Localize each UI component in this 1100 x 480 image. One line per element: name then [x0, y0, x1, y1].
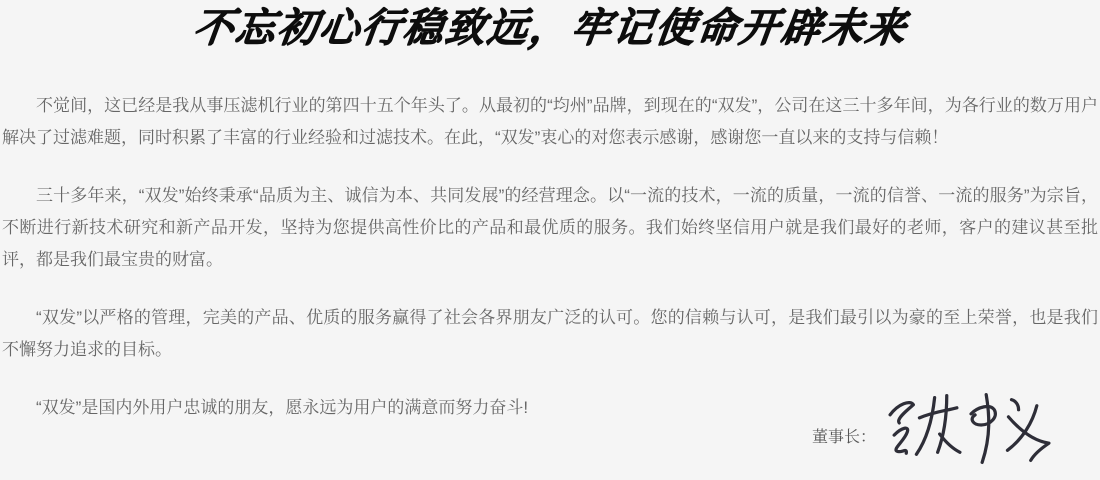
chairman-letter-page	[0, 4, 1100, 480]
chairman-signature	[882, 390, 1054, 466]
letter-paragraph: “双发”是国内外用户忠诚的朋友，愿永远为用户的满意而努力奋斗!	[36, 398, 529, 417]
signature-block	[0, 390, 1100, 466]
chairman-label: 董事长：	[811, 428, 876, 446]
letter-paragraph: “双发”以严格的管理，完美的产品、优质的服务赢得了社会各界朋友广泛的认可。您的信赖与认可，是我们最引以为豪的至上荣誉，也是我们不懈努力追求的目标。	[2, 308, 1098, 359]
page-title: 不忘初心行稳致远，牢记使命开辟未来	[190, 6, 910, 50]
letter-body	[0, 52, 1100, 424]
letter-paragraph: 三十多年来，“双发”始终秉承“品质为主、诚信为本、共同发展”的经营理念。以“一流的技术，一流的质量，一流的信誉、一流的服务”为宗旨，不断进行新技术研究和新产品开发，坚持为您提供高性价比的产品和最优质的服务。我们始终坚信用户就是我们最好的老师，客户的建议甚至批评，都是我们最宝贵的财富。	[2, 186, 1098, 269]
letter-paragraph: 不觉间，这已经是我从事压滤机行业的第四十五个年头了。从最初的“均州”品牌，到现在的“双发”，公司在这三十多年间，为各行业的数万用户解决了过滤难题，同时积累了丰富的行业经验和过滤技术。在此，“双发”衷心的对您表示感谢，感谢您一直以来的支持与信赖！	[2, 96, 1098, 147]
